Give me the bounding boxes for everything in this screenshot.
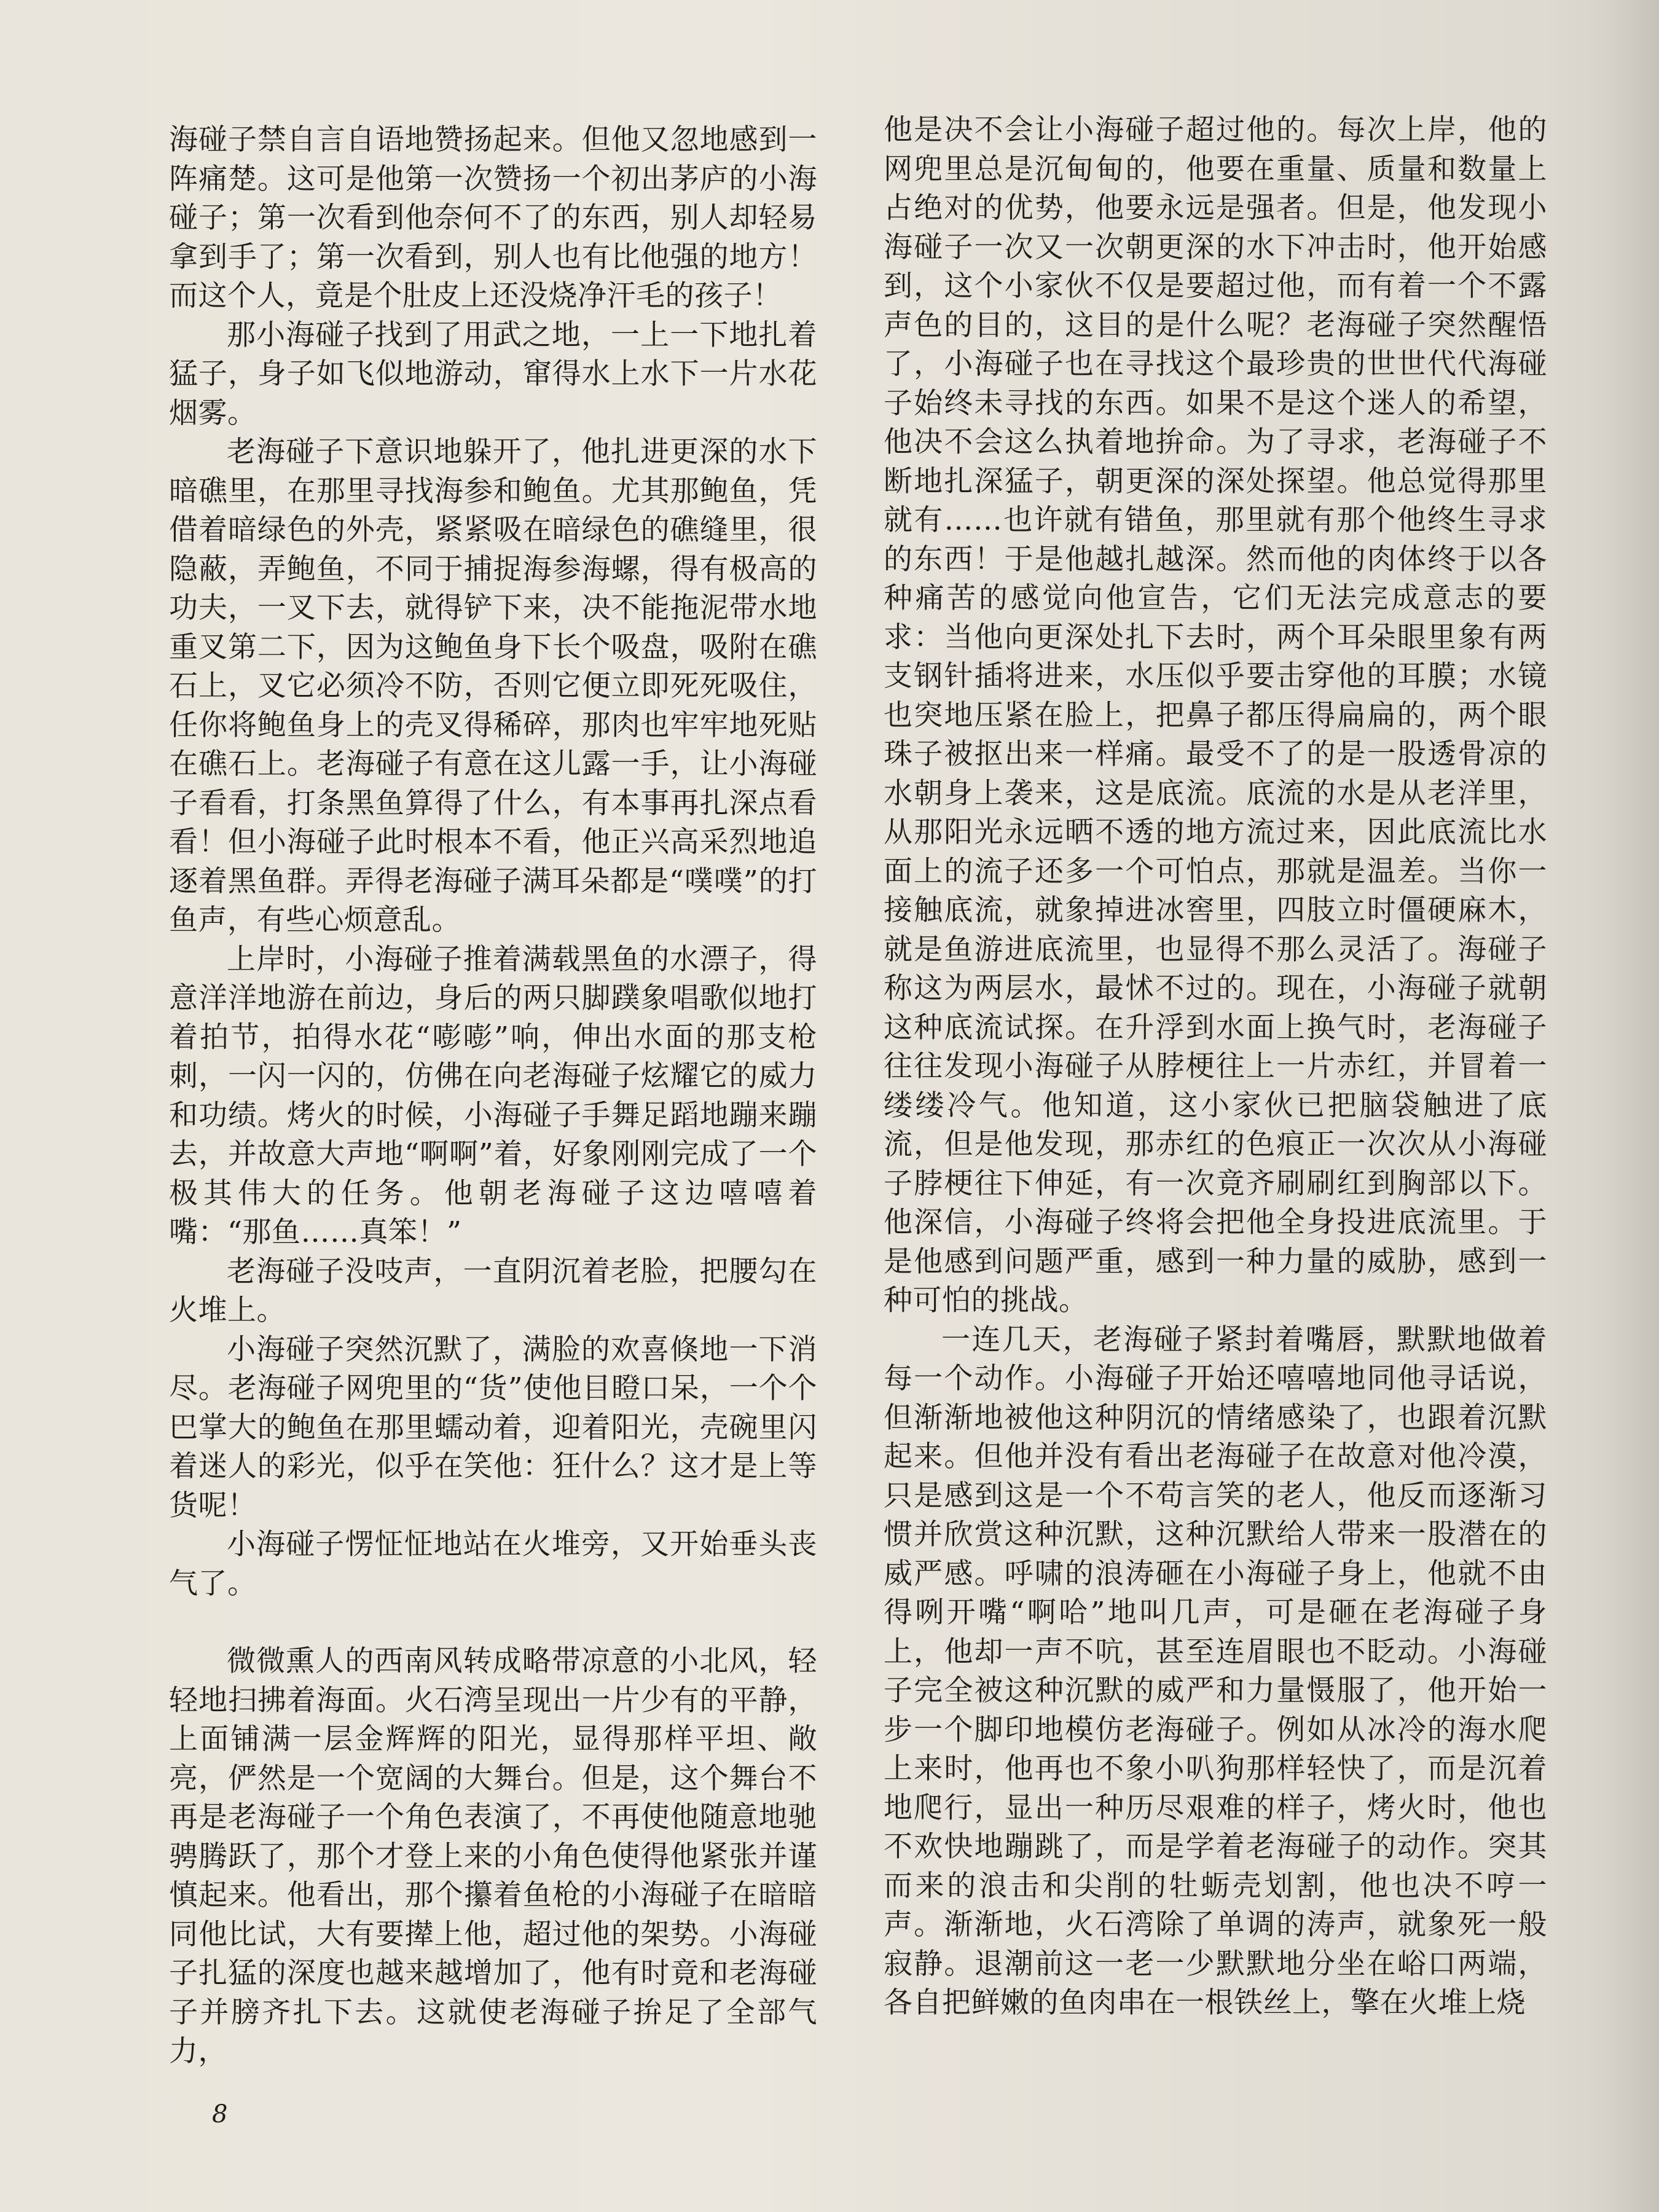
left-text-column <box>169 120 817 2074</box>
right-text-column <box>884 111 1547 2065</box>
paragraph: 一连几天，老海碰子紧封着嘴唇，默默地做着每一个动作。小海碰子开始还嘻嘻地同他寻话说，但渐渐地被他这种阴沉的情绪感染了，也跟着沉默起来。但他并没有看出老海碰子在故意对他冷漠，只是感到这是一个不苟言笑的老人，他反而逐渐习惯并欣赏这种沉默，这种沉默给人带来一股潜在的威严感。呼啸的浪涛砸在小海碰子身上，他就不由得咧开嘴“啊哈”地叫几声，可是砸在老海碰子身上，他却一声不吭，甚至连眉眼也不眨动。小海碰子完全被这种沉默的威严和力量慑服了，他开始一步一个脚印地模仿老海碰子。例如从冰冷的海水爬上来时，他再也不象小叭狗那样轻快了，而是沉着地爬行，显出一种历尽艰难的样子，烤火时，他也不欢快地蹦跳了，而是学着老海碰子的动作。突其而来的浪击和尖削的牡蛎壳划割，他也决不哼一声。渐渐地，火石湾除了单调的涛声，就象死一般寂静。退潮前这一老一少默默地分坐在峪口两端，各自把鲜嫩的鱼肉串在一根铁丝上，擎在火堆上烧 <box>884 1322 1547 2020</box>
paragraph: 小海碰子突然沉默了，满脸的欢喜倏地一下消尽。老海碰子网兜里的“货”使他目瞪口呆，一个个巴掌大的鲍鱼在那里蠕动着，迎着阳光，壳碗里闪着迷人的彩光，似乎在笑他：狂什么？这才是上等货呢！ <box>169 1332 817 1523</box>
paragraph: 上岸时，小海碰子推着满载黑鱼的水漂子，得意洋洋地游在前边，身后的两只脚蹼象唱歌似地打着拍节，拍得水花“嘭嘭”响，伸出水面的那支枪刺，一闪一闪的，仿佛在向老海碰子炫耀它的威力和功绩。烤火的时候，小海碰子手舞足蹈地蹦来蹦去，并故意大声地“啊啊”着，好象刚刚完成了一个极其伟大的任务。他朝老海碰子这边嘻嘻着嘴：“那鱼……真笨！” <box>169 942 817 1249</box>
paragraph: 老海碰子没吱声，一直阴沉着老脸，把腰勾在火堆上。 <box>169 1254 817 1327</box>
paragraph: 老海碰子下意识地躲开了，他扎进更深的水下暗礁里，在那里寻找海参和鲍鱼。尤其那鲍鱼，凭借着暗绿色的外壳，紧紧吸在暗绿色的礁缝里，很隐蔽，弄鲍鱼，不同于捕捉海参海螺，得有极高的功夫，一叉下去，就得铲下来，决不能拖泥带水地重叉第二下，因为这鲍鱼身下长个吸盘，吸附在礁石上，叉它必须冷不防，否则它便立即死死吸住，任你将鲍鱼身上的壳叉得稀碎，那肉也牢牢地死贴在礁石上。老海碰子有意在这儿露一手，让小海碰子看看，打条黑鱼算得了什么，有本事再扎深点看看！但小海碰子此时根本不看，他正兴高采烈地追逐着黑鱼群。弄得老海碰子满耳朵都是“噗噗”的打鱼声，有些心烦意乱。 <box>169 435 817 937</box>
page-number: 8 <box>212 2100 228 2128</box>
paragraph: 他是决不会让小海碰子超过他的。每次上岸，他的网兜里总是沉甸甸的，他要在重量、质量和数量上占绝对的优势，他要永远是强者。但是，他发现小海碰子一次又一次朝更深的水下冲击时，他开始感到，这个小家伙不仅是要超过他，而有着一个不露声色的目的，这目的是什么呢？老海碰子突然醒悟了，小海碰子也在寻找这个最珍贵的世世代代海碰子始终未寻找的东西。如果不是这个迷人的希望，他决不会这么执着地拚命。为了寻求，老海碰子不断地扎深猛子，朝更深的深处探望。他总觉得那里就有……也许就有错鱼，那里就有那个他终生寻求的东西！于是他越扎越深。然而他的肉体终于以各种痛苦的感觉向他宣告，它们无法完成意志的要求：当他向更深处扎下去时，两个耳朵眼里象有两支钢针插将进来，水压似乎要击穿他的耳膜；水镜也突地压紧在脸上，把鼻子都压得扁扁的，两个眼珠子被抠出来一样痛。最受不了的是一股透骨凉的水朝身上袭来，这是底流。底流的水是从老洋里，从那阳光永远晒不透的地方流过来，因此底流比水面上的流子还多一个可怕点，那就是温差。当你一接触底流，就象掉进冰窖里，四肢立时僵硬麻木，就是鱼游进底流里，也显得不那么灵活了。海碰子称这为两层水，最怵不过的。现在，小海碰子就朝这种底流试探。在升浮到水面上换气时，老海碰子往往发现小海碰子从脖梗往上一片赤红，并冒着一缕缕冷气。他知道，这小家伙已把脑袋触进了底流，但是他发现，那赤红的色痕正一次次从小海碰子脖梗往下伸延，有一次竟齐刷刷红到胸部以下。他深信，小海碰子终将会把他全身投进底流里。于是他感到问题严重，感到一种力量的威胁，感到一种可怕的挑战。 <box>884 113 1547 1317</box>
paragraph: 那小海碰子找到了用武之地，一上一下地扎着猛子，身子如飞似地游动，窜得水上水下一片水花烟雾。 <box>169 318 817 430</box>
section-break <box>169 1603 817 1642</box>
paragraph: 小海碰子愣怔怔地站在火堆旁，又开始垂头丧气了。 <box>169 1528 817 1601</box>
paragraph: 微微熏人的西南风转成略带凉意的小北风，轻轻地扫拂着海面。火石湾呈现出一片少有的平静，上面铺满一层金辉辉的阳光，显得那样平坦、敞亮，俨然是一个宽阔的大舞台。但是，这个舞台不再是老海碰子一个角色表演了，不再使他随意地驰骋腾跃了，那个才登上来的小角色使得他紧张并谨慎起来。他看出，那个攥着鱼枪的小海碰子在暗暗同他比试，大有要撵上他，超过他的架势。小海碰子扎猛的深度也越来越增加了，他有时竟和老海碰子并膀齐扎下去。这就使老海碰子拚足了全部气力， <box>169 1644 817 2068</box>
page-edge-shadow <box>1604 0 1659 2212</box>
paragraph: 海碰子禁自言自语地赞扬起来。但他又忽地感到一阵痛楚。这可是他第一次赞扬一个初出茅庐的小海碰子；第一次看到他奈何不了的东西，别人却轻易拿到手了；第一次看到，别人也有比他强的地方！而这个人，竟是个肚皮上还没烧净汗毛的孩子！ <box>169 123 817 313</box>
